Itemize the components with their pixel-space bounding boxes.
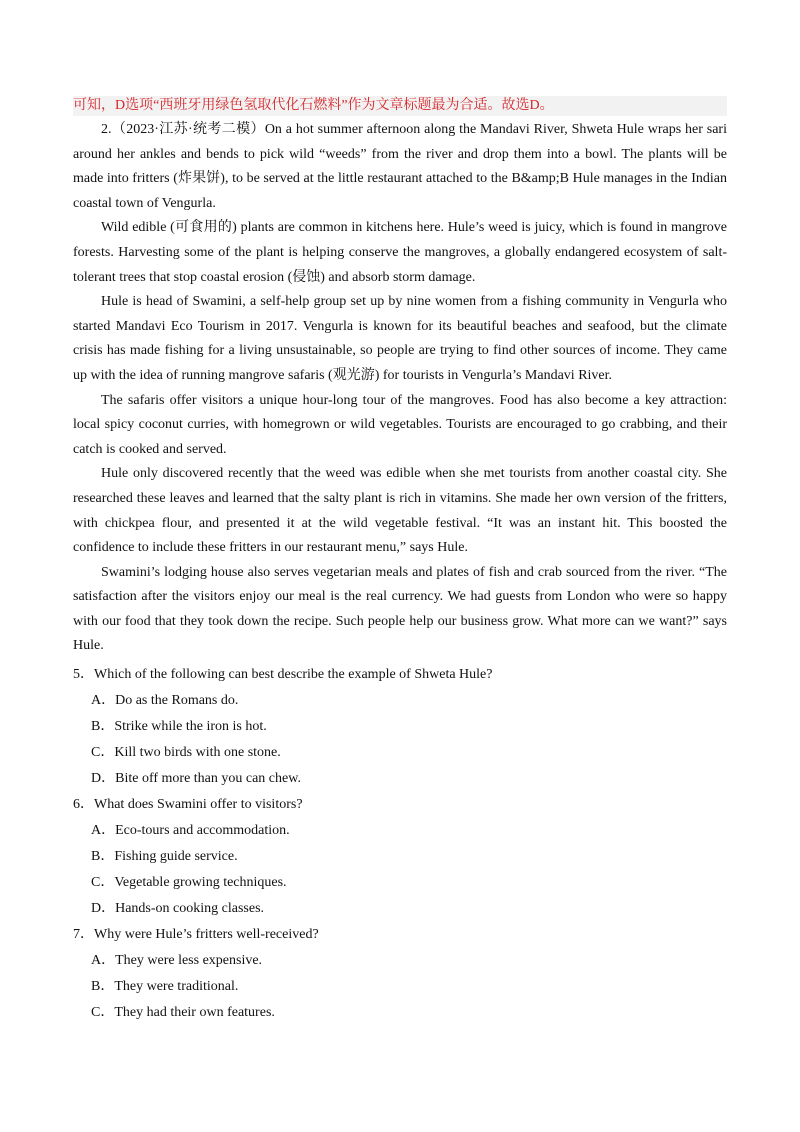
passage-paragraph: Hule only discovered recently that the weed was edible when she met tourists from another coastal city. She researched these leaves and learned that the salty plant is rich in vitamins. She made her own version of the fritters, with chickpea flour, and presented it at the wild vegetable festival. “It was an instant hit. This boosted the confidence to include these fritters in our restaurant menu,” says Hule. <box>73 466 727 556</box>
option-b: B．Strike while the iron is hot. <box>91 719 267 735</box>
question-6 <box>73 792 727 922</box>
document-page <box>73 96 727 1026</box>
passage-paragraph: Hule is head of Swamini, a self-help group set up by nine women from a fishing community in Vengurla who started Mandavi Eco Tourism in 2017. Vengurla is known for its beautiful beaches and seafood, but the climate crisis has made fishing for a living unsustainable, so people are trying to find other sources of income. They came up with the idea of running mangrove safaris (观光游) for tourists in Vengurla’s Mandavi River. <box>73 294 727 383</box>
option-b: B．Fishing guide service. <box>91 849 238 865</box>
passage-paragraph: The safaris offer visitors a unique hour-long tour of the mangroves. Food has also become a key attraction: local spicy coconut curries, with homegrown or wild vegetables. Tourists are encouraged to go crabbing, and their catch is cooked and served. <box>73 392 727 457</box>
question-5 <box>73 662 727 792</box>
passage-paragraph: Swamini’s lodging house also serves vegetarian meals and plates of fish and crab sourced from the river. “The satisfaction after the visitors enjoy our meal is the real currency. We had guests from London who were so happy with our food that they took down the recipe. Such people help our business grow. What more can we want?” says Hule. <box>73 564 727 654</box>
option-c: C．Kill two birds with one stone. <box>91 745 281 761</box>
option-b: B．They were traditional. <box>91 979 239 995</box>
question-stem: 7．Why were Hule’s fritters well-received? <box>73 927 319 943</box>
option-c: C．They had their own features. <box>91 1005 275 1021</box>
question-stem: 5．Which of the following can best describe the example of Shweta Hule? <box>73 667 493 683</box>
option-a: A．Do as the Romans do. <box>91 693 239 709</box>
passage-paragraph: Wild edible (可食用的) plants are common in kitchens here. Hule’s weed is juicy, which is found in mangrove forests. Harvesting some of the plant is helping conserve the mangroves, a globally endangered ecosystem of salt-tolerant trees that stop coastal erosion (侵蚀) and absorb storm damage. <box>73 220 727 285</box>
question-7 <box>73 922 727 1026</box>
option-a: A．Eco-tours and accommodation. <box>91 823 290 839</box>
passage-paragraph: 2.（2023·江苏·统考二模）On a hot summer afternoon along the Mandavi River, Shweta Hule wraps her sari around her ankles and bends to pick wild “weeds” from the river and drop them into a bowl. The plants will be made into fritters (炸果饼), to be served at the little restaurant attached to the B&amp;B Hule manages in the Indian coastal town of Vengurla. <box>73 122 727 211</box>
option-a: A．They were less expensive. <box>91 953 263 969</box>
option-c: C．Vegetable growing techniques. <box>91 875 287 891</box>
option-d: D．Bite off more than you can chew. <box>91 771 301 787</box>
reading-passage <box>73 118 727 659</box>
question-stem: 6．What does Swamini offer to visitors? <box>73 797 303 813</box>
option-d: D．Hands-on cooking classes. <box>91 901 265 917</box>
previous-answer-note: 可知，D选项“西班牙用绿色氢取代化石燃料”作为文章标题最为合适。故选D。 <box>73 96 727 116</box>
